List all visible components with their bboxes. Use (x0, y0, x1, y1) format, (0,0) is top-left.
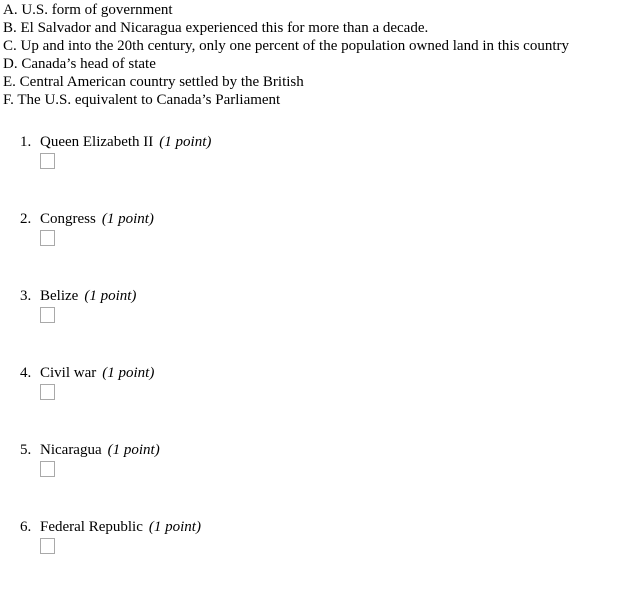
question-term: Congress (40, 211, 96, 227)
question-points: (1 point) (101, 211, 154, 227)
answer-input-1[interactable] (40, 153, 55, 169)
question-4 (20, 364, 620, 441)
answer-input-6[interactable] (40, 538, 55, 554)
question-number: 6. (20, 519, 32, 535)
question-number: 1. (20, 134, 32, 150)
question-1 (20, 133, 620, 210)
question-points: (1 point) (148, 519, 201, 535)
option-d: D. Canada’s head of state (3, 56, 156, 72)
option-b: B. El Salvador and Nicaragua experienced this for more than a decade. (3, 20, 429, 36)
question-term: Nicaragua (40, 442, 102, 458)
question-3-text (20, 287, 620, 305)
answer-options-list (3, 1, 569, 109)
question-6 (20, 518, 620, 595)
question-number: 5. (20, 442, 32, 458)
question-points: (1 point) (84, 288, 137, 304)
option-f: F. The U.S. equivalent to Canada’s Parliament (3, 92, 281, 108)
question-2 (20, 210, 620, 287)
answer-input-2[interactable] (40, 230, 55, 246)
question-points: (1 point) (159, 134, 212, 150)
question-5 (20, 441, 620, 518)
answer-input-5[interactable] (40, 461, 55, 477)
question-points: (1 point) (107, 442, 160, 458)
matching-questions (20, 133, 620, 595)
question-term: Civil war (40, 365, 97, 381)
question-6-text (20, 518, 620, 536)
answer-input-4[interactable] (40, 384, 55, 400)
question-points: (1 point) (102, 365, 155, 381)
question-number: 2. (20, 211, 32, 227)
option-e: E. Central American country settled by the British (3, 74, 304, 90)
answer-input-3[interactable] (40, 307, 55, 323)
question-4-text (20, 364, 620, 382)
option-c: C. Up and into the 20th century, only one percent of the population owned land in this country (3, 38, 569, 54)
question-2-text (20, 210, 620, 228)
question-term: Belize (40, 288, 79, 304)
question-3 (20, 287, 620, 364)
question-1-text (20, 133, 620, 151)
question-term: Queen Elizabeth II (40, 134, 154, 150)
question-5-text (20, 441, 620, 459)
question-number: 3. (20, 288, 32, 304)
question-number: 4. (20, 365, 32, 381)
question-term: Federal Republic (40, 519, 143, 535)
option-a: A. U.S. form of government (3, 2, 173, 18)
